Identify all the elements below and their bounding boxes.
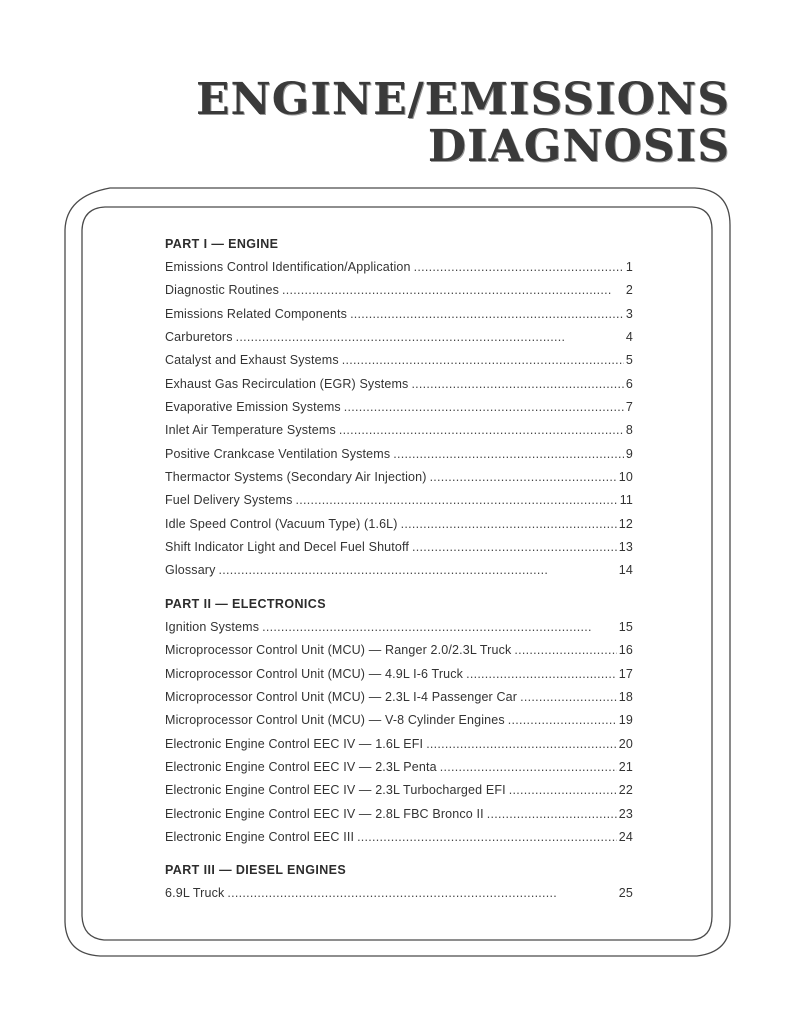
entry-label: Electronic Engine Control EEC IV — 2.3L Turbocharged EFI (165, 783, 506, 798)
entry-page: 22 (618, 783, 633, 798)
entry-label: Exhaust Gas Recirculation (EGR) Systems (165, 376, 409, 391)
dot-leader (344, 396, 624, 419)
entry-label: Thermactor Systems (Secondary Air Injection) (165, 470, 427, 485)
dot-leader (440, 756, 617, 779)
entry-page: 20 (618, 736, 633, 751)
entry-page: 5 (625, 353, 633, 368)
dot-leader (401, 513, 617, 536)
entry-label: Diagnostic Routines (165, 283, 280, 298)
entry-label: Positive Crankcase Ventilation Systems (165, 446, 391, 461)
entry-label: Electronic Engine Control EEC IV — 2.3L Penta (165, 759, 437, 774)
toc-entry (165, 536, 633, 559)
part-entries (165, 256, 633, 583)
toc-entry (165, 756, 633, 779)
entry-page: 16 (618, 643, 633, 658)
entry-page: 3 (625, 306, 633, 321)
toc-entry (165, 396, 633, 419)
entry-label: Microprocessor Control Unit (MCU) — V-8 Cylinder Engines (165, 713, 505, 728)
entry-label: Shift Indicator Light and Decel Fuel Shutoff (165, 540, 410, 555)
dot-leader (514, 639, 616, 662)
entry-label: Glossary (165, 563, 216, 578)
toc-entry (165, 419, 633, 442)
section-spacer (165, 849, 633, 859)
title-line-1: ENGINE/EMISSIONS (195, 74, 730, 125)
toc-entry (165, 686, 633, 709)
entry-page: 13 (618, 540, 633, 555)
entry-page: 12 (618, 516, 633, 531)
entry-label: 6.9L Truck (165, 886, 225, 901)
dot-leader (426, 733, 617, 756)
entry-page: 21 (618, 759, 633, 774)
part-heading: PART III — DIESEL ENGINES (165, 863, 347, 878)
entry-label: Emissions Related Components (165, 306, 348, 321)
entry-label: Idle Speed Control (Vacuum Type) (1.6L) (165, 516, 398, 531)
dot-leader (487, 803, 617, 826)
dot-leader (236, 326, 624, 349)
entry-page: 8 (625, 423, 633, 438)
entry-page: 6 (625, 376, 633, 391)
entry-label: Catalyst and Exhaust Systems (165, 353, 339, 368)
entry-label: Evaporative Emission Systems (165, 400, 341, 415)
dot-leader (412, 536, 617, 559)
entry-page: 1 (625, 260, 633, 274)
part-heading: PART I — ENGINE (165, 237, 279, 251)
dot-leader (262, 616, 617, 639)
entry-page: 23 (618, 806, 633, 821)
toc-entry (165, 303, 633, 326)
dot-leader (342, 349, 624, 372)
toc-entry (165, 616, 633, 639)
entry-label: Microprocessor Control Unit (MCU) — Ranger 2.0/2.3L Truck (165, 643, 512, 658)
toc-entry (165, 882, 633, 905)
entry-page: 19 (618, 713, 633, 728)
entry-page: 10 (618, 470, 633, 485)
entry-page: 2 (625, 283, 633, 298)
entry-label: Fuel Delivery Systems (165, 493, 293, 508)
entry-page: 18 (618, 689, 633, 704)
toc-entry (165, 349, 633, 372)
toc-entry (165, 373, 633, 396)
toc-entry (165, 709, 633, 732)
dot-leader (296, 489, 618, 512)
entry-label: Microprocessor Control Unit (MCU) — 2.3L I-4 Passenger Car (165, 689, 518, 704)
dot-leader (466, 663, 617, 686)
dot-leader (509, 779, 617, 802)
entry-page: 24 (618, 829, 633, 844)
entry-label: Electronic Engine Control EEC IV — 1.6L EFI (165, 736, 424, 751)
entry-label: Ignition Systems (165, 619, 260, 634)
toc-entry (165, 803, 633, 826)
dot-leader (357, 826, 617, 849)
entry-page: 15 (618, 619, 633, 634)
toc-entry (165, 466, 633, 489)
entry-label: Microprocessor Control Unit (MCU) — 4.9L I-6 Truck (165, 666, 464, 681)
entry-label: Inlet Air Temperature Systems (165, 423, 336, 438)
dot-leader (282, 279, 624, 302)
table-of-contents (165, 233, 633, 906)
entry-page: 9 (625, 446, 633, 461)
toc-entry (165, 663, 633, 686)
entry-page: 4 (625, 330, 633, 345)
entry-page: 25 (618, 886, 633, 901)
dot-leader (339, 419, 624, 442)
dot-leader (414, 256, 624, 279)
entry-label: Electronic Engine Control EEC III (165, 829, 355, 844)
toc-entry (165, 489, 633, 512)
dot-leader (411, 373, 623, 396)
toc-entry (165, 326, 633, 349)
title-line-2: DIAGNOSIS (427, 121, 730, 172)
section-spacer (165, 583, 633, 593)
toc-entry (165, 256, 633, 279)
toc-entry (165, 826, 633, 849)
entry-page: 14 (618, 563, 633, 578)
entry-page: 17 (618, 666, 633, 681)
toc-entry (165, 779, 633, 802)
toc-entry (165, 279, 633, 302)
dot-leader (227, 882, 616, 905)
dot-leader (520, 686, 617, 709)
dot-leader (430, 466, 617, 489)
part-entries (165, 616, 633, 849)
dot-leader (350, 303, 624, 326)
entry-page: 11 (619, 493, 633, 508)
entry-label: Carburetors (165, 330, 233, 345)
toc-entry (165, 639, 633, 662)
part-heading: PART II — ELECTRONICS (165, 596, 326, 611)
entry-label: Emissions Control Identification/Application (165, 260, 411, 274)
dot-leader (393, 443, 624, 466)
toc-entry (165, 559, 633, 582)
entry-page: 7 (625, 400, 633, 415)
toc-entry (165, 733, 633, 756)
dot-leader (219, 559, 617, 582)
part-entries (165, 882, 633, 905)
toc-entry (165, 443, 633, 466)
dot-leader (508, 709, 617, 732)
toc-entry (165, 513, 633, 536)
entry-label: Electronic Engine Control EEC IV — 2.8L FBC Bronco II (165, 806, 484, 821)
